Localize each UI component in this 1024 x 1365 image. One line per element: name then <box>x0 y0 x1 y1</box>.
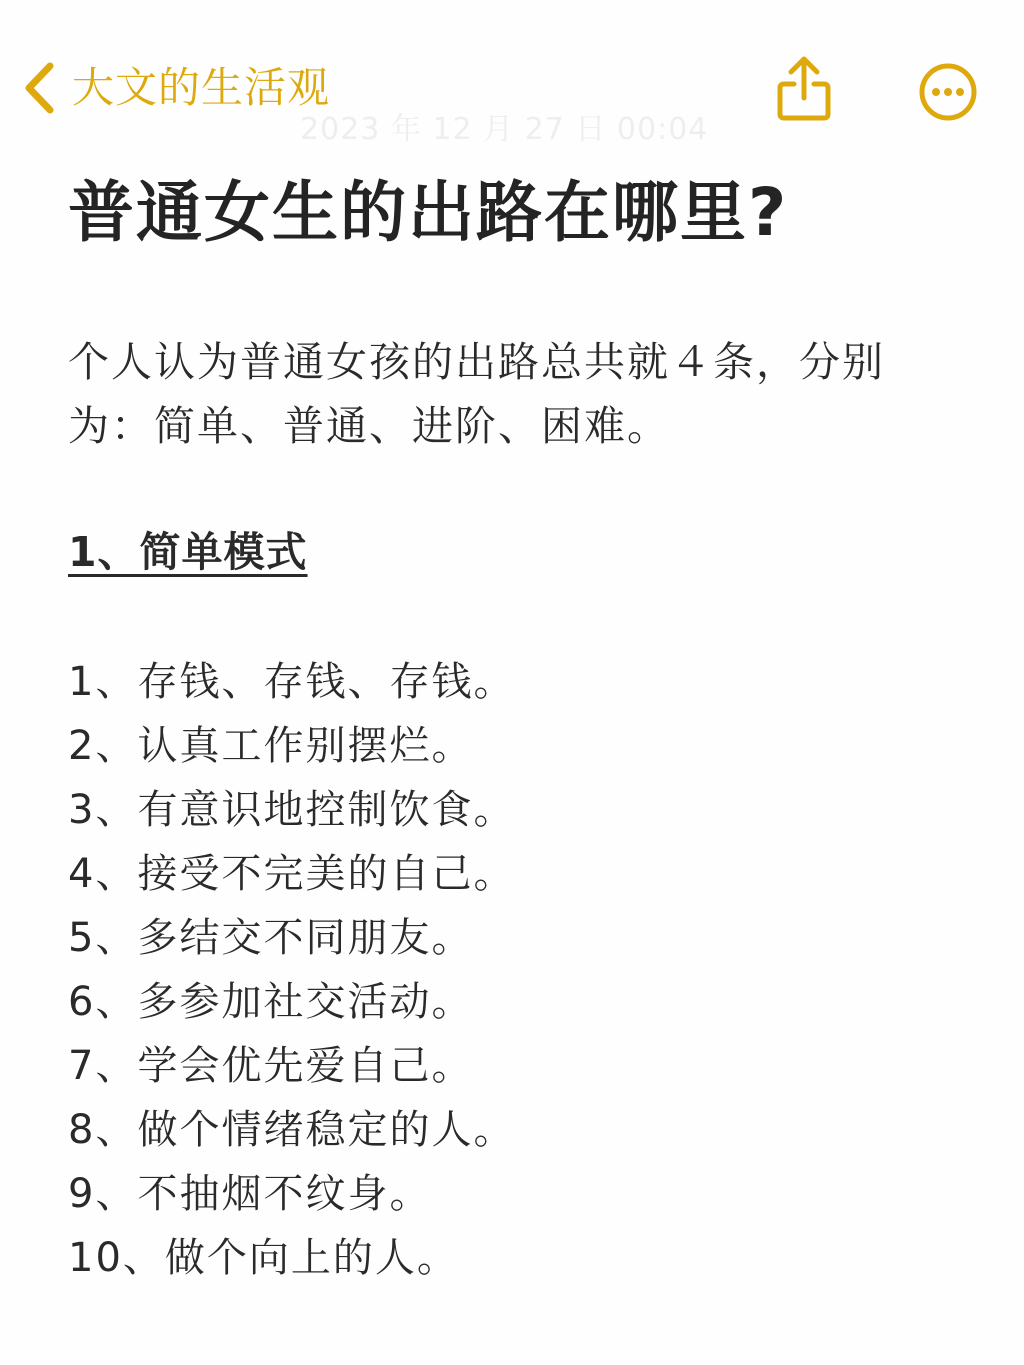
list-item[interactable]: 10、做个向上的人。 <box>68 1235 459 1281</box>
back-button[interactable] <box>22 58 330 118</box>
list-item[interactable]: 1、存钱、存钱、存钱。 <box>68 659 516 705</box>
list-item[interactable]: 6、多参加社交活动。 <box>68 979 474 1025</box>
list-item[interactable]: 3、有意识地控制饮食。 <box>68 787 516 833</box>
note-title[interactable]: 普通女生的出路在哪里? <box>68 174 789 251</box>
list-item[interactable]: 9、不抽烟不纹身。 <box>68 1171 432 1217</box>
note-timestamp: 2023 年 12 月 27 日 00:04 <box>300 112 709 147</box>
list-item[interactable]: 5、多结交不同朋友。 <box>68 915 474 961</box>
list-item[interactable]: 7、学会优先爱自己。 <box>68 1043 474 1089</box>
section-heading[interactable]: 1、简单模式 <box>68 528 308 576</box>
share-button[interactable] <box>774 54 834 124</box>
chevron-left-icon <box>22 61 56 115</box>
back-label: 大文的生活观 <box>72 63 331 112</box>
list-item[interactable]: 4、接受不完美的自己。 <box>68 851 516 897</box>
note-list <box>68 650 515 1290</box>
more-icon <box>918 107 978 126</box>
note-intro[interactable]: 个人认为普通女孩的出路总共就４条，分别为：简单、普通、进阶、困难。 <box>68 338 885 450</box>
more-button[interactable] <box>918 62 978 122</box>
list-item[interactable]: 2、认真工作别摆烂。 <box>68 723 474 769</box>
share-icon <box>774 109 834 128</box>
list-item[interactable]: 8、做个情绪稳定的人。 <box>68 1107 516 1153</box>
